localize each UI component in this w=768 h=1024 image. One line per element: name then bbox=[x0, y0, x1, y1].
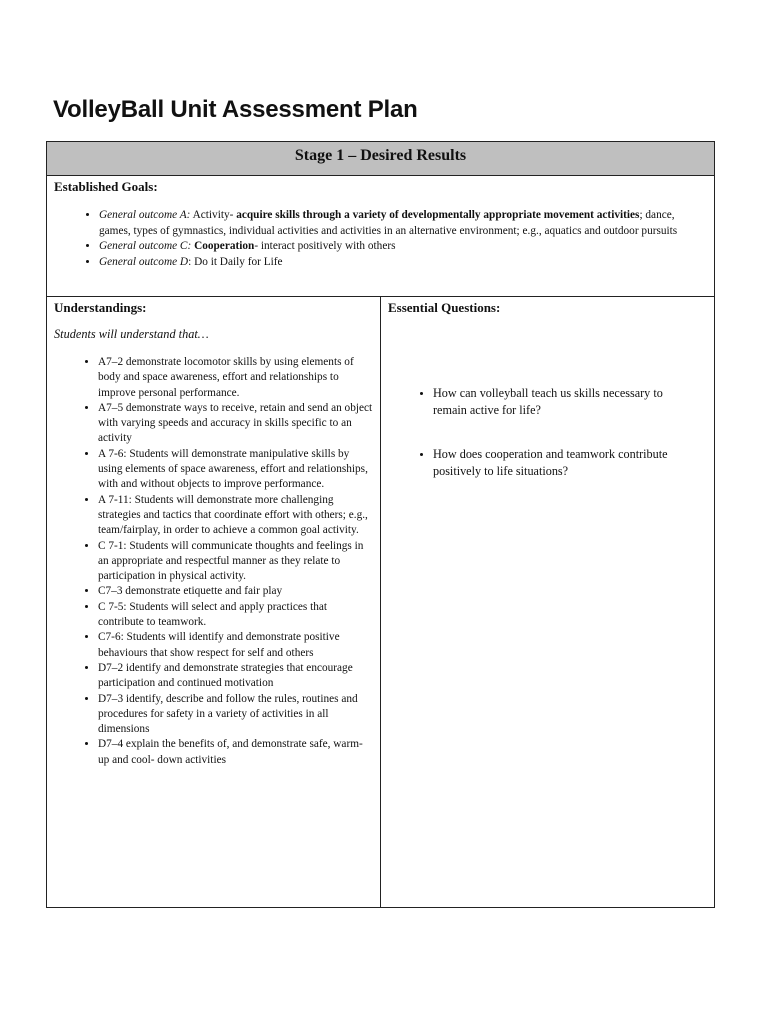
understandings-cell bbox=[47, 297, 381, 908]
goal-lead-text: Activity- bbox=[190, 209, 237, 221]
essential-questions-label: Essential Questions: bbox=[388, 300, 501, 315]
assessment-plan-table bbox=[46, 141, 715, 908]
understanding-item: • A7–2 demonstrate locomotor skills by using elements of body and space awareness, effort and relationships to improve personal performance. bbox=[98, 355, 380, 401]
goal-bold-text: Cooperation bbox=[194, 240, 255, 252]
understanding-item: • C 7-1: Students will communicate thoughts and feelings in an appropriate and respectful manner as they relate to participation in physical activity. bbox=[98, 539, 380, 585]
essential-question-item: • How can volleyball teach us skills necessary to remain active for life? bbox=[433, 385, 714, 419]
goal-rest-text: - interact positively with others bbox=[254, 240, 396, 252]
understandings-list bbox=[47, 355, 380, 768]
goal-bold-text: acquire skills through a variety of developmentally appropriate movement activities bbox=[236, 209, 640, 221]
goal-rest-text: ; dance, games, types of gymnastics, individual activities and activities in an alternative environment; e.g., aquatics and outdoor pursuits bbox=[99, 209, 678, 237]
established-goals-cell bbox=[47, 176, 715, 297]
goals-list bbox=[47, 208, 714, 270]
essential-questions-list bbox=[381, 385, 714, 480]
understanding-item: • D7–4 explain the benefits of, and demonstrate safe, warm-up and cool- down activities bbox=[98, 737, 380, 768]
understanding-item: • A 7-11: Students will demonstrate more challenging strategies and tactics that coordinate effort with others; e.g., team/fairplay, in order to achieve a common goal activity. bbox=[98, 493, 380, 539]
understanding-item: • C7–3 demonstrate etiquette and fair play bbox=[98, 584, 380, 599]
goal-item bbox=[99, 255, 714, 271]
goal-item bbox=[99, 239, 714, 255]
established-goals-label: Established Goals: bbox=[54, 179, 158, 194]
stage-heading-cell bbox=[47, 142, 715, 176]
goal-item bbox=[99, 208, 714, 239]
understanding-item: • C7-6: Students will identify and demonstrate positive behaviours that show respect for self and others bbox=[98, 630, 380, 661]
goal-outcome-label: General outcome C: bbox=[99, 240, 192, 252]
understanding-item: • A 7-6: Students will demonstrate manipulative skills by using elements of space awareness, effort and relationships, with and without objects to improve performance. bbox=[98, 447, 380, 493]
understandings-label: Understandings: bbox=[54, 300, 147, 315]
understanding-item: • D7–3 identify, describe and follow the rules, routines and procedures for safety in a variety of activities in all dimensions bbox=[98, 692, 380, 738]
stage-heading: Stage 1 – Desired Results bbox=[294, 147, 467, 164]
essential-question-item: • How does cooperation and teamwork contribute positively to life situations? bbox=[433, 446, 714, 480]
understanding-item: • D7–2 identify and demonstrate strategies that encourage participation and continued motivation bbox=[98, 661, 380, 692]
goal-outcome-label: General outcome D bbox=[99, 255, 189, 268]
goal-lead-text: : Do it Daily for Life bbox=[188, 255, 283, 268]
understanding-item: • C 7-5: Students will select and apply practices that contribute to teamwork. bbox=[98, 600, 380, 631]
understanding-item: • A7–5 demonstrate ways to receive, retain and send an object with varying speeds and accuracy in skills specific to an activity bbox=[98, 401, 380, 447]
document-title: VolleyBall Unit Assessment Plan bbox=[53, 96, 418, 123]
essential-questions-cell bbox=[381, 297, 715, 908]
understandings-intro: Students will understand that… bbox=[54, 327, 209, 341]
goal-outcome-label: General outcome A: bbox=[99, 209, 191, 221]
